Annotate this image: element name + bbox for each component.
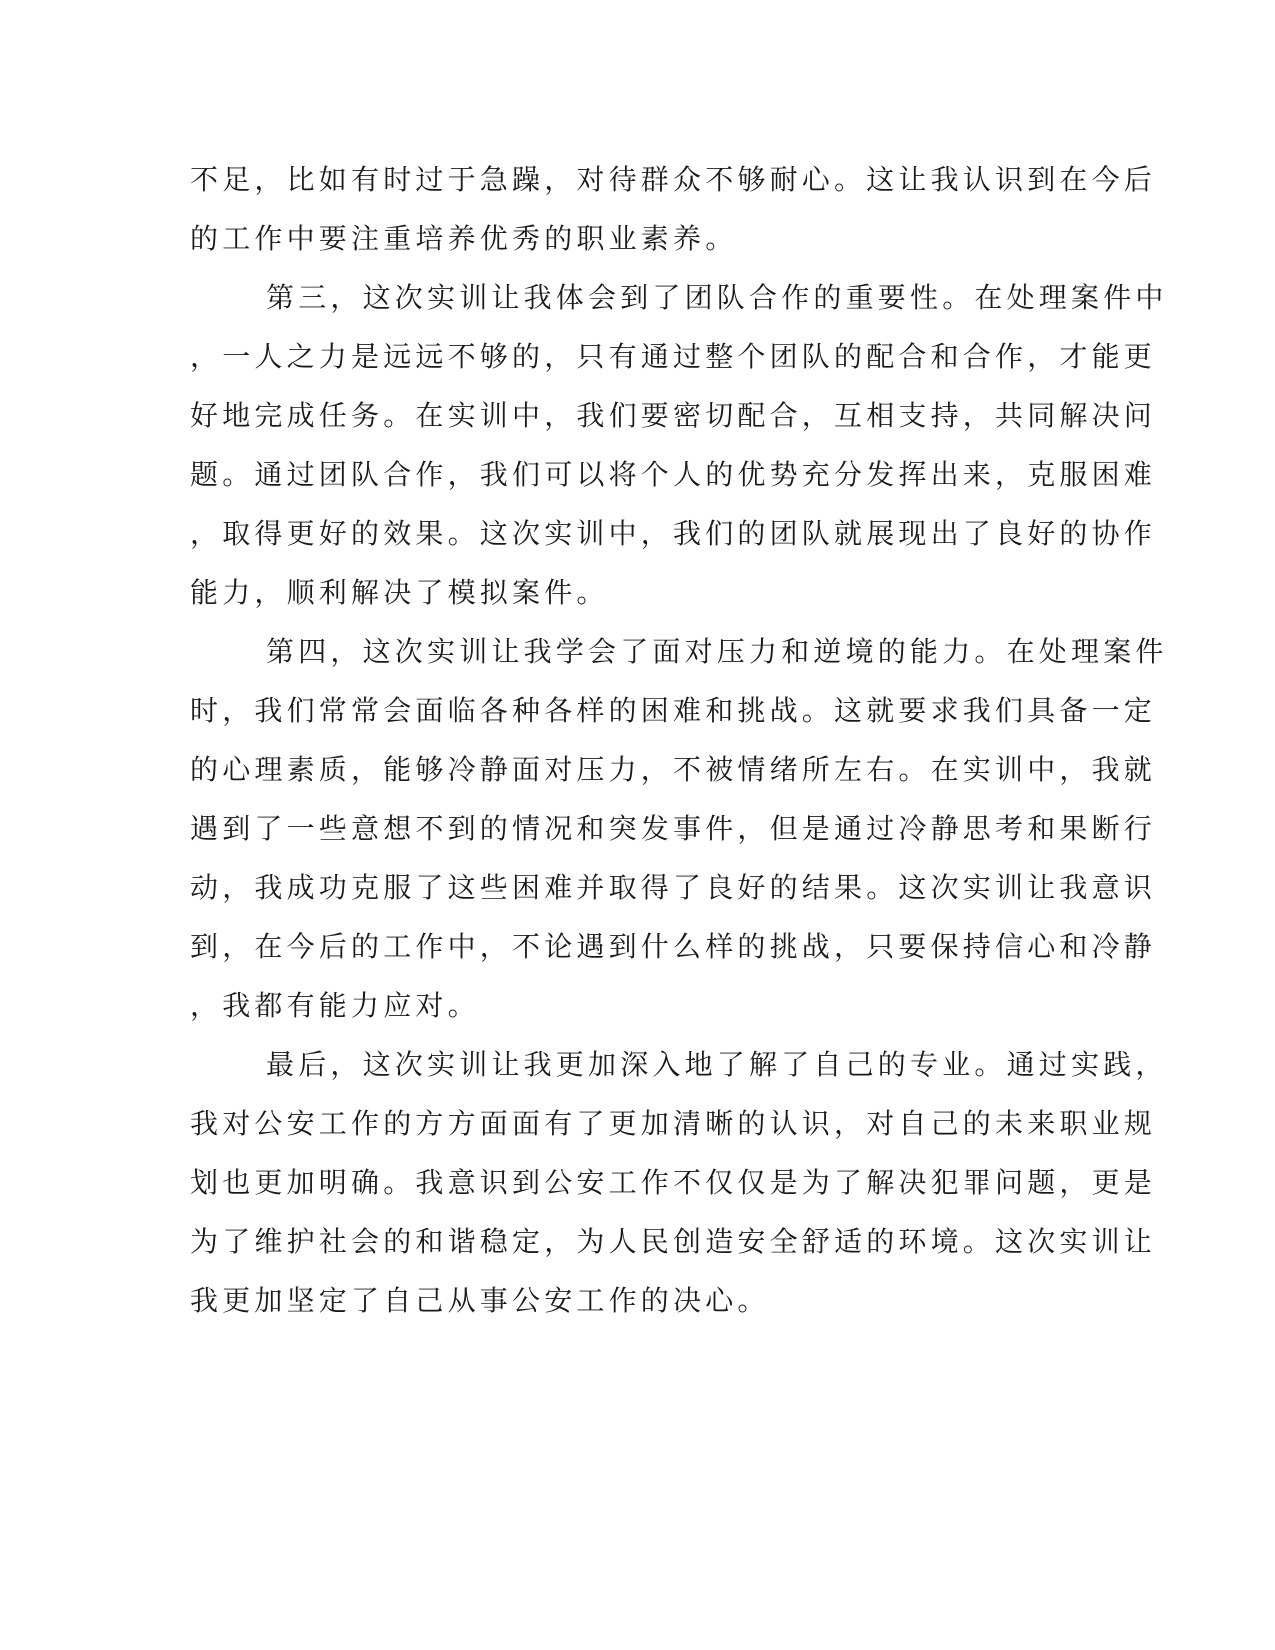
text-line: 遇到了一些意想不到的情况和突发事件，但是通过冷静思考和果断行 [190, 812, 1157, 845]
text-line: 划也更加明确。我意识到公安工作不仅仅是为了解决犯罪问题，更是 [190, 1166, 1157, 1199]
paragraph-start-line: 第四，这次实训让我学会了面对压力和逆境的能力。在处理案件 [266, 635, 1168, 668]
text-line: 的心理素质，能够冷静面对压力，不被情绪所左右。在实训中，我就 [190, 753, 1157, 786]
text-line: ，我都有能力应对。 [190, 989, 480, 1022]
text-line: 动，我成功克服了这些困难并取得了良好的结果。这次实训让我意识 [190, 871, 1157, 904]
text-line: 题。通过团队合作，我们可以将个人的优势充分发挥出来，克服困难 [190, 458, 1157, 491]
text-line: 能力，顺利解决了模拟案件。 [190, 576, 609, 609]
paragraph-start-line: 最后，这次实训让我更加深入地了解了自己的专业。通过实践， [266, 1048, 1168, 1081]
paragraph-start-line: 第三，这次实训让我体会到了团队合作的重要性。在处理案件中 [266, 281, 1168, 314]
text-line: 的工作中要注重培养优秀的职业素养。 [190, 222, 738, 255]
text-line: ，一人之力是远远不够的，只有通过整个团队的配合和合作，才能更 [190, 340, 1157, 373]
text-line: 到，在今后的工作中，不论遇到什么样的挑战，只要保持信心和冷静 [190, 930, 1157, 963]
text-line: ，取得更好的效果。这次实训中，我们的团队就展现出了良好的协作 [190, 517, 1157, 550]
text-line: 时，我们常常会面临各种各样的困难和挑战。这就要求我们具备一定 [190, 694, 1157, 727]
text-line: 我更加坚定了自己从事公安工作的决心。 [190, 1284, 770, 1317]
text-line: 我对公安工作的方方面面有了更加清晰的认识，对自己的未来职业规 [190, 1107, 1157, 1140]
text-line: 好地完成任务。在实训中，我们要密切配合，互相支持，共同解决问 [190, 399, 1157, 432]
text-line: 为了维护社会的和谐稳定，为人民创造安全舒适的环境。这次实训让 [190, 1225, 1157, 1258]
text-line: 不足，比如有时过于急躁，对待群众不够耐心。这让我认识到在今后 [190, 163, 1157, 196]
